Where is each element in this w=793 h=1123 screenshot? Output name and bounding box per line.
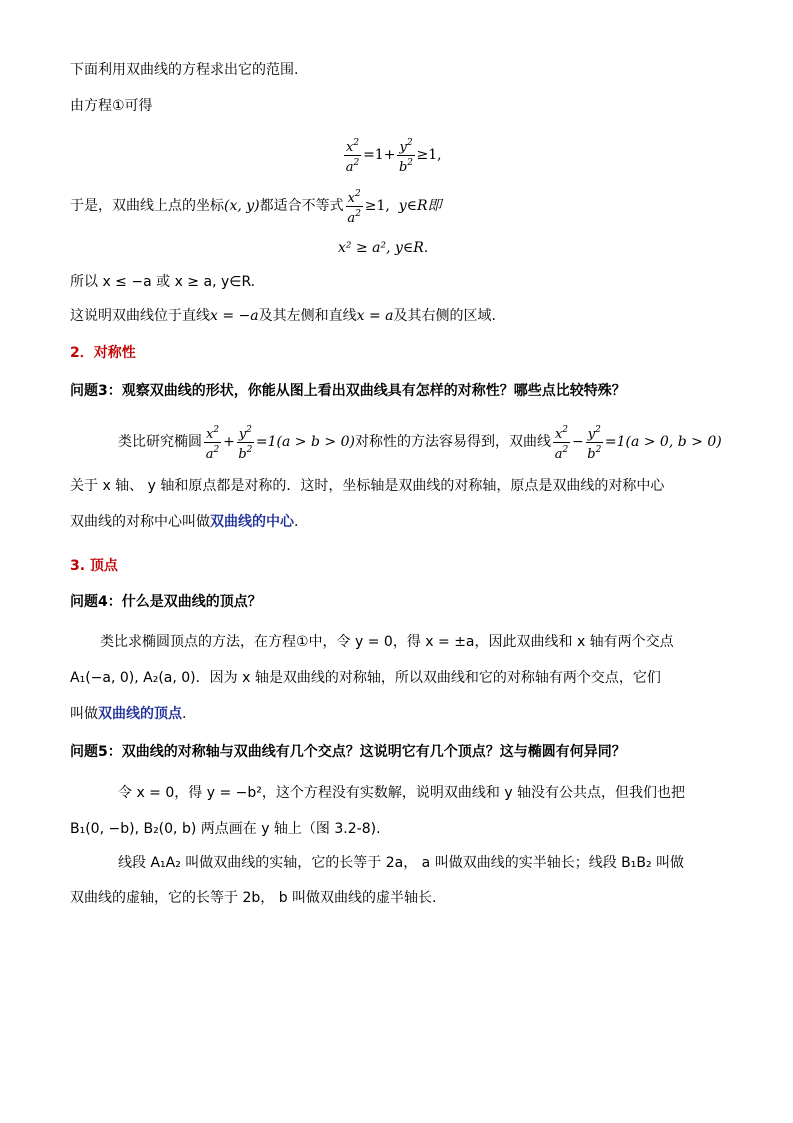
paragraph-symmetry-analogy: 类比研究椭圆 $\frac{x^2}{a^2}$ + $\frac{y^2}{b^2}$ =1(a > b > 0)对称性的方法容易得到，双曲线 $\frac{x^2}{a^2}$ − $\frac{y^2}{b^2}$ =1(a > 0, b > 0) — [118, 424, 722, 462]
paragraph-vertex-points: A₁(−a, 0), A₂(a, 0)．因为 x 轴是双曲线的对称轴，所以双曲线和它的对称轴有两个交点，它们 — [70, 670, 661, 686]
paragraph-b-points: B₁(0, −b), B₂(0, b) 两点画在 y 轴上（图 3.2-8). — [70, 821, 381, 837]
question-4: 问题4：什么是双曲线的顶点？ — [70, 594, 262, 610]
equation-2: x² ≥ a², y∈R. — [338, 240, 429, 256]
question-3: 问题3：观察双曲线的形状，你能从图上看出双曲线具有怎样的对称性？哪些点比较特殊？ — [70, 383, 626, 399]
equation-1: $\frac{x^2}{a^2}$ =1+ $\frac{y^2}{b^2}$ ≥1, — [345, 137, 442, 175]
paragraph-real-axis: 线段 A₁A₂ 叫做双曲线的实轴，它的长等于 2a， a 叫做双曲线的实半轴长；线段 B₁B₂ 叫做 — [118, 855, 685, 871]
term-hyperbola-center: 双曲线的中心 — [210, 514, 294, 530]
paragraph-vertex-method: 类比求椭圆顶点的方法，在方程①中，令 y = 0，得 x = ±a，因此双曲线和 x 轴有两个交点 — [100, 634, 674, 650]
paragraph-range-intro: 下面利用双曲线的方程求出它的范围. — [70, 62, 299, 78]
question-5: 问题5：双曲线的对称轴与双曲线有几个交点？这说明它有几个顶点？这与椭圆有何异同？ — [70, 744, 626, 760]
term-hyperbola-vertex: 双曲线的顶点 — [98, 706, 182, 722]
paragraph-center-definition: 双曲线的对称中心叫做双曲线的中心. — [70, 514, 299, 530]
paragraph-from-equation: 由方程①可得 — [70, 98, 153, 114]
paragraph-inequality: 于是，双曲线上点的坐标(x, y)都适合不等式 $\frac{x^2}{a^2}$ ≥1, y∈R即 — [70, 188, 442, 226]
paragraph-no-real-solution: 令 x = 0，得 y = −b²，这个方程没有实数解，说明双曲线和 y 轴没有公共点，但我们也把 — [118, 785, 686, 801]
paragraph-vertex-definition: 叫做双曲线的顶点. — [70, 706, 187, 722]
section-heading-vertices: 3. 顶点 — [70, 558, 118, 574]
paragraph-imaginary-axis: 双曲线的虚轴，它的长等于 2b， b 叫做双曲线的虚半轴长. — [70, 890, 437, 906]
section-heading-symmetry: 2．对称性 — [70, 345, 136, 361]
paragraph-symmetric-about: 关于 x 轴、 y 轴和原点都是对称的．这时，坐标轴是双曲线的对称轴，原点是双曲线的对称中心 — [70, 478, 665, 494]
paragraph-region: 这说明双曲线位于直线x = −a及其左侧和直线x = a及其右侧的区域. — [70, 308, 496, 324]
paragraph-therefore: 所以 x ≤ −a 或 x ≥ a, y∈R. — [70, 274, 256, 290]
